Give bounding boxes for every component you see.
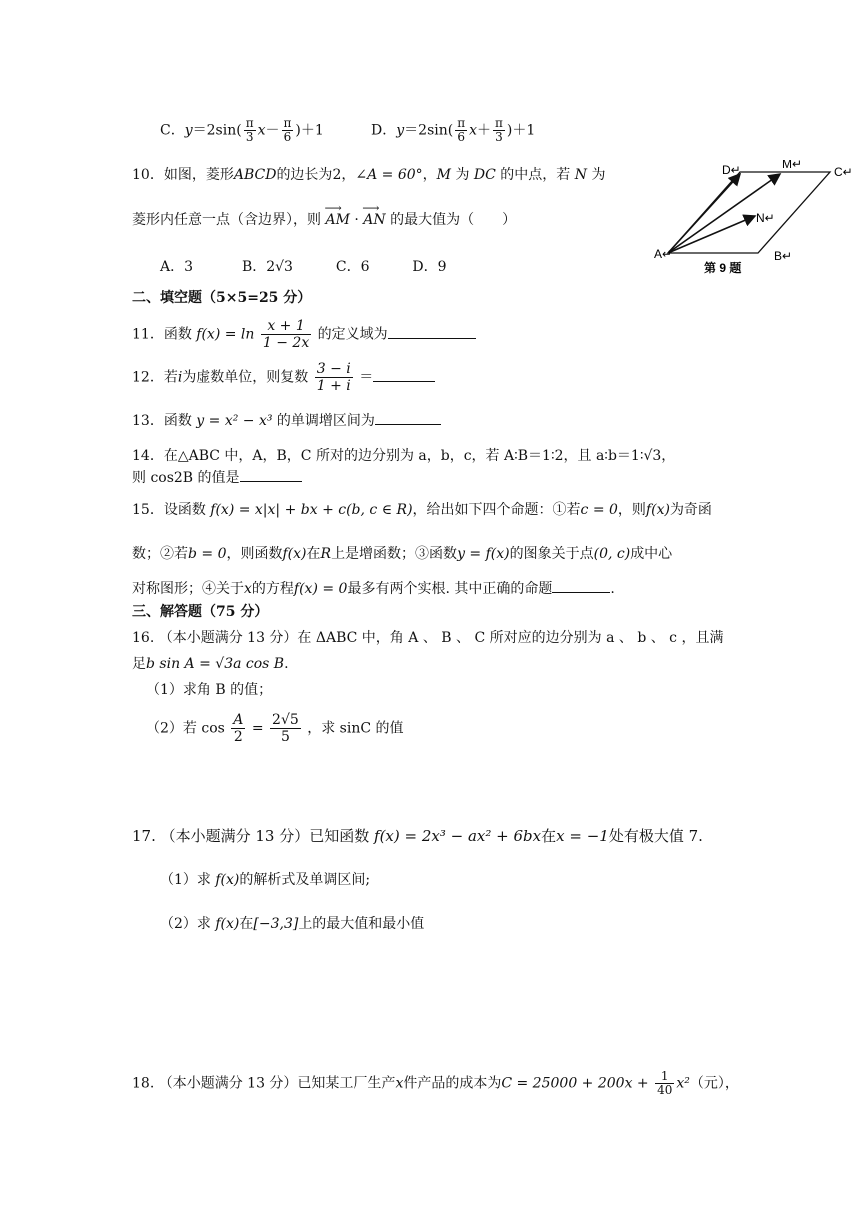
section-3-title: 三、解答题（75 分） (132, 604, 269, 620)
q16-line1: 16. （本小题满分 13 分）在 ΔABC 中，角 A 、 B 、 C 所对应的边分别为 a 、 b 、 c ，且满 (132, 630, 724, 646)
label-d: D↵ (722, 163, 741, 177)
q17-part2: （2）求 f(x)在[−3,3]上的最大值和最小值 (160, 916, 425, 932)
rhombus-figure (650, 160, 860, 282)
q12: 12．若i为虚数单位，则复数 $\frac{3 - i}{1 + i}$ ＝ (132, 361, 435, 394)
q13: 13．函数 y = x² − x³ 的单调增区间为 (132, 410, 441, 431)
q13-answer-blank[interactable] (375, 410, 441, 425)
label-c: C↵ (834, 165, 853, 179)
q9-option-d: D．y＝2sin( $\frac{\pi}{6}$ x＋ $\frac{\pi}{3}$ )＋1 (371, 116, 536, 144)
q11: 11．函数 f(x) = ln $\frac{x + 1}{1 - 2x}$ 的定义域为 (132, 318, 476, 351)
vector-an: ⟶ AN (363, 210, 385, 230)
q14-answer-blank[interactable] (240, 467, 302, 482)
figure-caption: 第 9 题 (704, 261, 742, 275)
label-n: N↵ (756, 211, 775, 225)
q10-option-a: A．3 (160, 259, 194, 275)
q10-line2: 菱形内任意一点（含边界），则 ⟶ AM · ⟶ AN 的最大值为（ ） (132, 210, 516, 230)
q11-fraction: $\frac{x + 1}{1 - 2x}$ (262, 318, 310, 351)
q10-option-c: C．6 (335, 259, 370, 275)
q9-option-c: C．y＝2sin( $\frac{\pi}{3}$ x－ $\frac{\pi}{6}$ )＋1 (160, 116, 324, 144)
label-a: A↵ (654, 247, 673, 261)
q17-part1: （1）求 f(x)的解析式及单调区间; (160, 872, 371, 888)
label-b: B↵ (774, 249, 793, 263)
label-m: M↵ (782, 160, 803, 171)
q15-line2: 数；②若b = 0，则函数f(x)在R上是增函数；③函数y = f(x)的图象关于点(0, c)成中心 (132, 546, 673, 562)
q15-answer-blank[interactable] (552, 578, 610, 593)
q10-options (160, 257, 447, 277)
q14-line1: 14．在△ABC 中，A，B，C 所对的边分别为 a，b，c，若 A∶B＝1∶2，且 a∶b＝1∶√3， (132, 448, 676, 464)
q16-part1: （1）求角 B 的值； (146, 682, 273, 698)
rhombus-outline (668, 172, 830, 253)
q17-line1: 17. （本小题满分 13 分）已知函数 f(x) = 2x³ − ax² + 6bx在x = −1处有极大值 7. (132, 827, 703, 845)
vector-am: ⟶ AM (325, 210, 349, 230)
q10-line1: 10．如图，菱形ABCD的边长为2，∠A = 60°，M 为 DC 的中点，若 N 为 (132, 167, 606, 183)
q15-line1: 15．设函数 f(x) = x|x| + bx + c(b, c ∈ R)，给出如下四个命题：①若c = 0，则f(x)为奇函 (132, 502, 712, 518)
q10-option-d: D．9 (412, 259, 447, 275)
q14-line2: 则 cos2B 的值是 (132, 467, 302, 488)
q16-part2: （2）若 cos $\frac{A}{2}$ = $\frac{2√5}{5}$ ，求 sinC 的值 (146, 712, 404, 745)
vector-ad (668, 174, 740, 253)
q11-answer-blank[interactable] (388, 324, 476, 339)
q12-fraction: $\frac{3 - i}{1 + i}$ (316, 361, 351, 394)
q10-option-b: B．2√3 (241, 259, 293, 275)
q16-line2: 足b sin A = √3a cos B. (132, 656, 289, 672)
section-2-title: 二、填空题（5×5=25 分） (132, 290, 312, 306)
q12-answer-blank[interactable] (373, 367, 435, 382)
q15-line3: 对称图形；④关于x的方程f(x) = 0最多有两个实根. 其中正确的命题 . (132, 578, 615, 599)
q18-line1: 18. （本小题满分 13 分）已知某工厂生产x件产品的成本为C = 25000 + 200x + $\frac{1}{40}$ x²（元）， (132, 1069, 739, 1097)
